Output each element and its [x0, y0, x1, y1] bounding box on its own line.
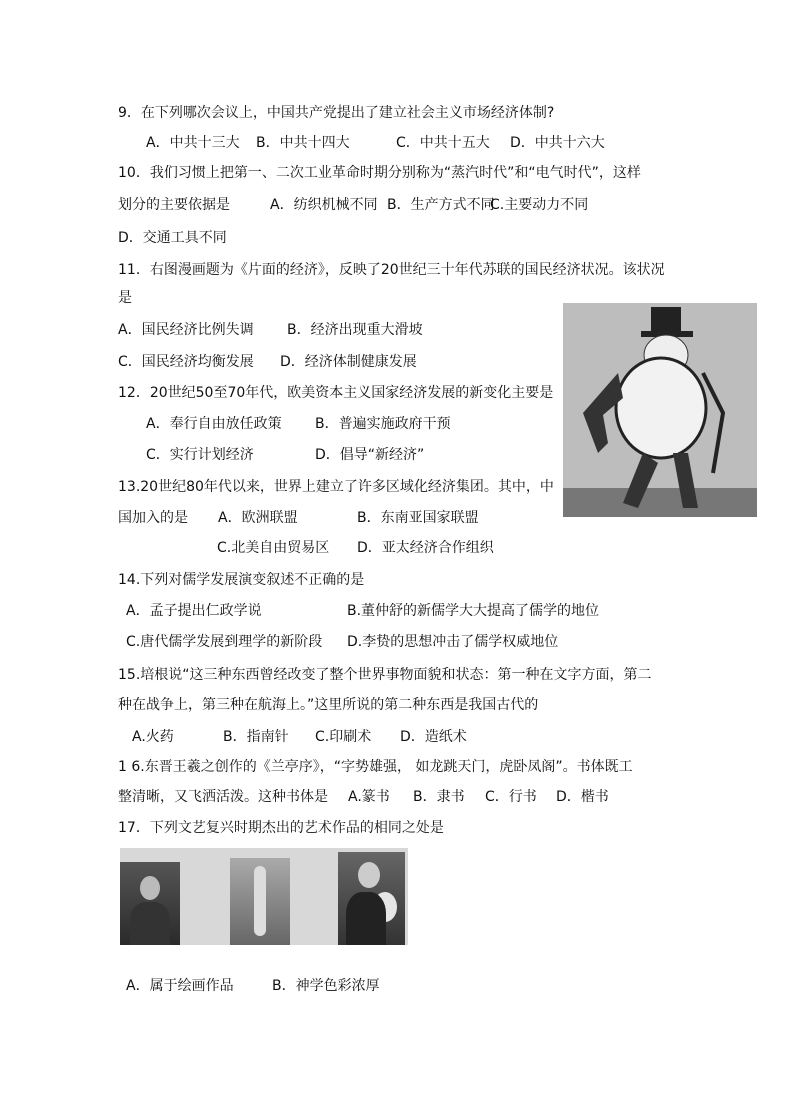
q14-option-b: B.董仲舒的新儒学大大提高了儒学的地位	[347, 603, 600, 619]
q15-stem-line1: 15.培根说“这三种东西曾经改变了整个世界事物面貌和状态：第一种在文字方面，第二	[118, 667, 652, 683]
q12-option-a: A．奉行自由放任政策	[146, 416, 282, 432]
q9-option-a: A．中共十三大	[146, 135, 240, 151]
q12-stem: 12．20世纪50至70年代，欧美资本主义国家经济发展的新变化主要是	[118, 385, 554, 401]
q16-option-c: C．行书	[485, 789, 537, 805]
q9-stem: 9．在下列哪次会议上，中国共产党提出了建立社会主义市场经济体制?	[118, 105, 555, 121]
madonna-painting-image	[338, 852, 405, 945]
q10-option-b: B．生产方式不同	[387, 197, 495, 213]
q12-option-d: D．倡导“新经济”	[315, 447, 425, 463]
q9-option-c: C．中共十五大	[396, 135, 490, 151]
q10-option-a: A．纺织机械不同	[270, 197, 378, 213]
david-statue-image	[230, 858, 290, 945]
q17-stem: 17．下列文艺复兴时期杰出的艺术作品的相同之处是	[118, 820, 444, 836]
q13-option-b: B．东南亚国家联盟	[357, 510, 479, 526]
q16-option-a: A.篆书	[348, 789, 390, 805]
q16-stem-line2: 整清晰，又飞洒活泼。这种书体是	[118, 789, 328, 805]
q11-option-b: B．经济出现重大滑坡	[287, 322, 423, 338]
q15-option-a: A.火药	[132, 729, 174, 745]
q9-option-d: D．中共十六大	[510, 135, 605, 151]
q15-option-b: B．指南针	[223, 729, 289, 745]
cartoon-illustration	[563, 303, 757, 517]
q14-option-d: D.李贽的思想冲击了儒学权威地位	[347, 634, 559, 650]
q16-option-b: B．隶书	[413, 789, 465, 805]
q13-option-a: A．欧洲联盟	[218, 510, 298, 526]
q10-option-d: D．交通工具不同	[118, 230, 227, 246]
q11-option-a: A．国民经济比例失调	[118, 322, 254, 338]
q17-option-b: B．神学色彩浓厚	[272, 978, 380, 994]
q17-option-a: A．属于绘画作品	[126, 978, 234, 994]
q16-option-d: D．楷书	[556, 789, 609, 805]
q11-stem-line1: 11．右图漫画题为《片面的经济》，反映了20世纪三十年代苏联的国民经济状况。该状况	[118, 262, 665, 278]
q10-option-c: C.主要动力不同	[490, 197, 589, 213]
q11-option-c: C．国民经济均衡发展	[118, 354, 254, 370]
q13-option-d: D．亚太经济合作组织	[357, 540, 494, 556]
q14-stem: 14.下列对儒学发展演变叙述不正确的是	[118, 572, 365, 588]
q13-stem-line1: 13.20世纪80年代以来，世界上建立了许多区域化经济集团。其中，中	[118, 479, 554, 495]
q15-option-c: C.印刷术	[315, 729, 372, 745]
cartoon-image	[563, 303, 757, 517]
q15-option-d: D．造纸术	[400, 729, 467, 745]
q11-stem-line2: 是	[118, 290, 132, 306]
q15-stem-line2: 种在战争上，第三种在航海上。”这里所说的第二种东西是我国古代的	[118, 697, 539, 713]
q12-option-c: C．实行计划经济	[146, 447, 254, 463]
q16-stem-line1: 1 6.东晋王羲之创作的《兰亭序》，“字势雄强， 如龙跳天门，虎卧凤阁”。书体既工	[118, 759, 633, 775]
renaissance-artworks-image	[120, 848, 408, 945]
q10-stem-line1: 10．我们习惯上把第一、二次工业革命时期分别称为“蒸汽时代”和“电气时代”，这样	[118, 165, 641, 181]
q12-option-b: B．普遍实施政府干预	[315, 416, 451, 432]
q11-option-d: D．经济体制健康发展	[280, 354, 417, 370]
q14-option-c: C.唐代儒学发展到理学的新阶段	[126, 634, 323, 650]
q10-stem-line2: 划分的主要依据是	[118, 197, 230, 213]
q14-option-a: A．孟子提出仁政学说	[126, 603, 262, 619]
q13-stem-line2: 国加入的是	[118, 510, 188, 526]
q9-option-b: B．中共十四大	[256, 135, 350, 151]
mona-lisa-image	[120, 862, 180, 945]
q13-option-c: C.北美自由贸易区	[217, 540, 330, 556]
